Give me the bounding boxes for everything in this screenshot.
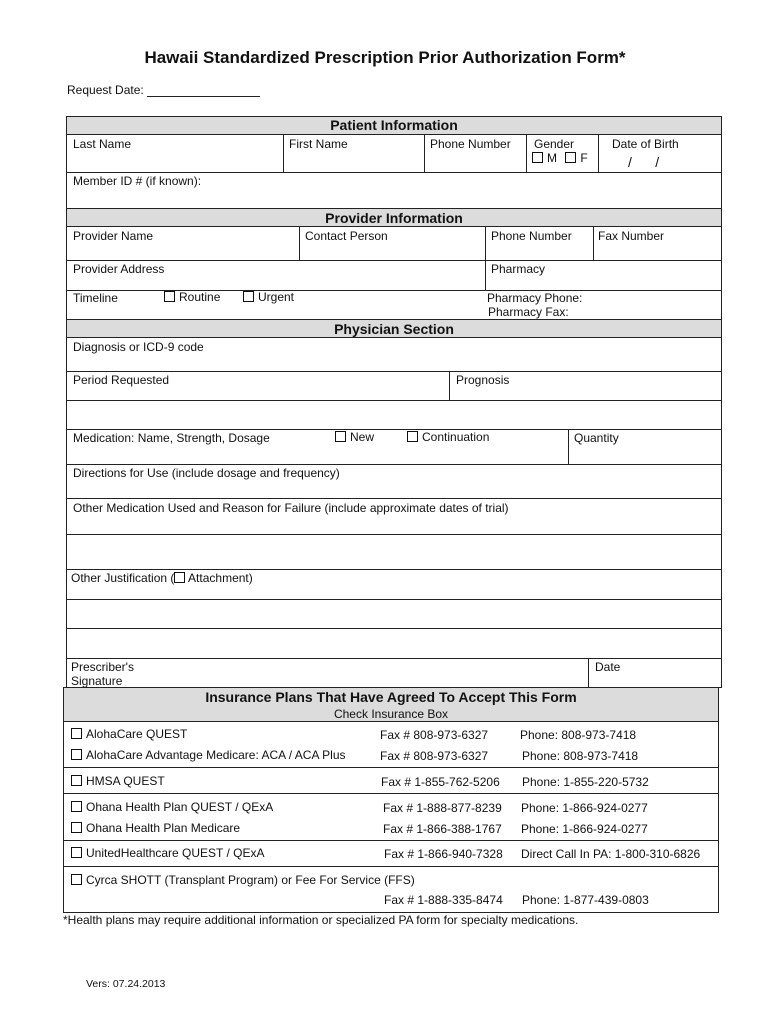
- other-justification: [71, 571, 253, 585]
- new-label: New: [350, 430, 375, 444]
- urgent-checkbox[interactable]: [243, 291, 254, 302]
- medication-continuation: [407, 430, 489, 444]
- plan-phone: Direct Call In PA: 1-800-310-6826: [521, 847, 701, 861]
- physician-section-header: Physician Section: [67, 319, 721, 338]
- medication-label: Medication: Name, Strength, Dosage: [73, 431, 270, 445]
- plan-checkbox[interactable]: [71, 749, 82, 760]
- plan-checkbox[interactable]: [71, 847, 82, 858]
- continuation-label: Continuation: [422, 430, 490, 444]
- prognosis-label: Prognosis: [456, 373, 510, 387]
- diagnosis-label: Diagnosis or ICD-9 code: [73, 340, 204, 354]
- plan-phone: Phone: 808-973-7418: [520, 728, 637, 742]
- directions-label: Directions for Use (include dosage and frequency): [73, 466, 340, 480]
- plan-phone: Phone: 808-973-7418: [522, 749, 639, 763]
- plan-row: [71, 800, 273, 814]
- plan-row: [71, 748, 346, 762]
- provider-phone-label: Phone Number: [491, 229, 572, 243]
- provider-fax-label: Fax Number: [598, 229, 665, 243]
- timeline-urgent: [243, 290, 294, 304]
- first-name-label: First Name: [289, 137, 348, 151]
- plan-phone: Phone: 1-866-924-0277: [521, 822, 648, 836]
- form-main-block: [66, 116, 722, 688]
- plan-checkbox[interactable]: [71, 775, 82, 786]
- plan-name: Ohana Health Plan Medicare: [86, 821, 241, 835]
- plan-name: Cyrca SHOTT (Transplant Program) or Fee For Service (FFS): [86, 873, 415, 887]
- plan-fax: Fax # 1-866-388-1767: [383, 822, 502, 836]
- provider-name-label: Provider Name: [73, 229, 154, 243]
- dob-label: Date of Birth: [612, 137, 679, 151]
- gender-m-checkbox[interactable]: [532, 152, 543, 163]
- signature-date-label: Date: [595, 660, 621, 674]
- patient-phone-label: Phone Number: [430, 137, 511, 151]
- form-title: Hawaii Standardized Prescription Prior Authorization Form*: [144, 48, 626, 67]
- plan-row: [71, 873, 415, 887]
- plan-name: HMSA QUEST: [86, 774, 165, 788]
- timeline-routine: [164, 290, 220, 304]
- plan-fax: Fax # 808-973-6327: [380, 749, 489, 763]
- pharmacy-label: Pharmacy: [491, 262, 546, 276]
- gender-m-label: M: [547, 151, 557, 165]
- plan-name: AlohaCare Advantage Medicare: ACA / ACA Plus: [86, 748, 346, 762]
- plan-row: [71, 774, 165, 788]
- attachment-label: Attachment): [185, 571, 253, 585]
- other-medication-label: Other Medication Used and Reason for Failure (include approximate dates of trial): [73, 501, 509, 515]
- routine-checkbox[interactable]: [164, 291, 175, 302]
- request-date-field[interactable]: [147, 84, 260, 97]
- plan-checkbox[interactable]: [71, 728, 82, 739]
- plan-checkbox[interactable]: [71, 801, 82, 812]
- provider-address-label: Provider Address: [73, 262, 165, 276]
- dob-separators: / /: [628, 154, 660, 170]
- gender-options: [532, 151, 588, 165]
- plan-checkbox[interactable]: [71, 822, 82, 833]
- gender-label: Gender: [534, 137, 575, 151]
- quantity-label: Quantity: [574, 431, 619, 445]
- other-justification-label: Other Justification (: [71, 571, 175, 585]
- plan-fax: Fax # 1-888-335-8474: [384, 893, 503, 907]
- patient-section-header: Patient Information: [67, 117, 721, 135]
- gender-f-label: F: [580, 151, 588, 165]
- plan-row: [71, 727, 187, 741]
- request-date-label: Request Date:: [67, 83, 144, 97]
- insurance-subheader: Check Insurance Box: [333, 707, 449, 721]
- plan-fax: Fax # 1-888-877-8239: [383, 801, 502, 815]
- attachment-checkbox[interactable]: [174, 572, 185, 583]
- plan-phone: Phone: 1-855-220-5732: [522, 775, 649, 789]
- plan-fax: Fax # 1-855-762-5206: [381, 775, 500, 789]
- request-date: [67, 83, 260, 97]
- plan-phone: Phone: 1-877-439-0803: [522, 893, 649, 907]
- timeline-label: Timeline: [73, 291, 118, 305]
- last-name-label: Last Name: [73, 137, 132, 151]
- urgent-label: Urgent: [258, 290, 295, 304]
- provider-section-header: Provider Information: [67, 208, 721, 227]
- new-checkbox[interactable]: [335, 431, 346, 442]
- plan-fax: Fax # 1-866-940-7328: [384, 847, 503, 861]
- plan-fax: Fax # 808-973-6327: [380, 728, 489, 742]
- plan-name: Ohana Health Plan QUEST / QExA: [86, 800, 274, 814]
- medication-new: [335, 430, 374, 444]
- period-requested-label: Period Requested: [73, 373, 170, 387]
- member-id-label: Member ID # (if known):: [73, 174, 202, 188]
- routine-label: Routine: [179, 290, 221, 304]
- signature-label: Prescriber's Signature: [71, 660, 134, 688]
- plan-phone: Phone: 1-866-924-0277: [521, 801, 648, 815]
- continuation-checkbox[interactable]: [407, 431, 418, 442]
- contact-person-label: Contact Person: [305, 229, 388, 243]
- plan-row: [71, 846, 265, 860]
- pharmacy-fax-label: Pharmacy Fax:: [488, 305, 569, 319]
- gender-f-checkbox[interactable]: [565, 152, 576, 163]
- pharmacy-phone-label: Pharmacy Phone:: [487, 291, 583, 305]
- plan-row: [71, 821, 240, 835]
- insurance-section-header: Insurance Plans That Have Agreed To Accept This Form: [205, 689, 577, 705]
- plan-name: UnitedHealthcare QUEST / QExA: [86, 846, 265, 860]
- version-label: Vers: 07.24.2013: [86, 978, 166, 990]
- footnote: *Health plans may require additional information or specialized PA form for specialty medications.: [63, 913, 579, 927]
- plan-name: AlohaCare QUEST: [86, 727, 188, 741]
- plan-checkbox[interactable]: [71, 874, 82, 885]
